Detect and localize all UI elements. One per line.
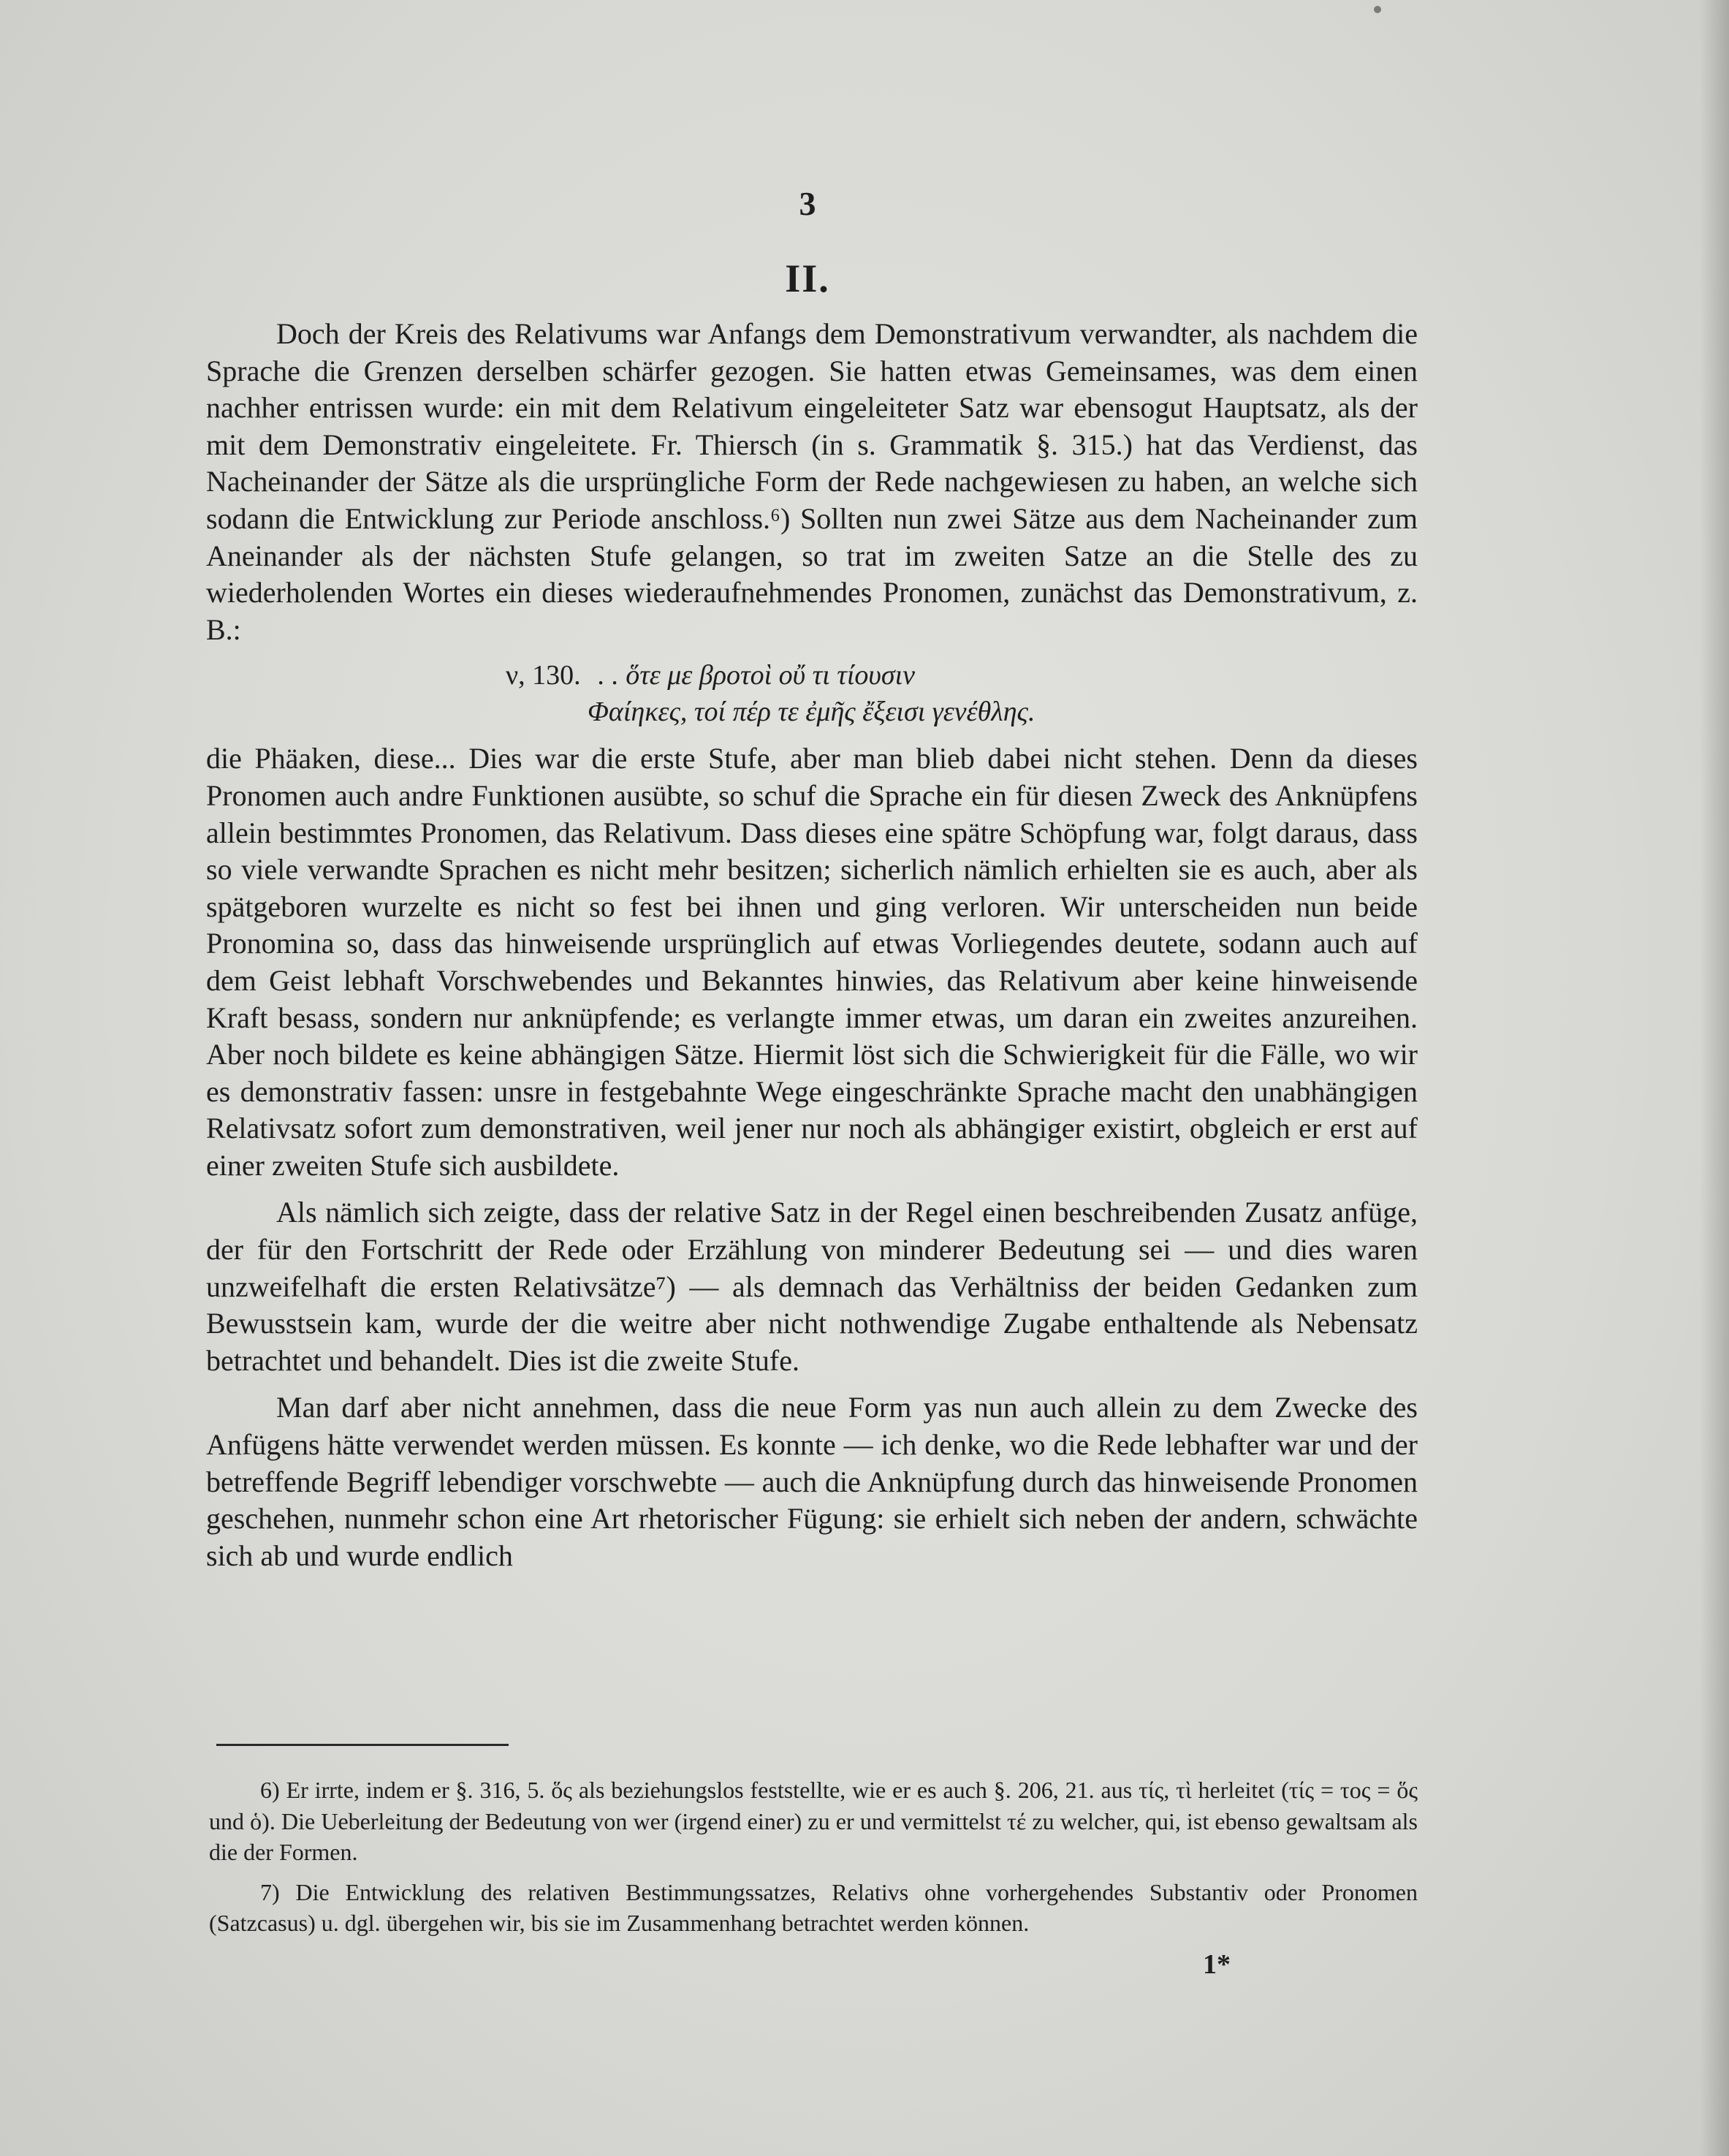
greek-quotation: [206, 657, 1418, 730]
paragraph-1: Doch der Kreis des Relativums war Anfangs dem Demonstrativum verwandter, als nachdem die Sprache die Grenzen derselben schärfer gezogen. Sie hatten etwas Gemeinsames, was dem einen nachher entrissen wurde: ein mit dem Relativum eingeleiteter Satz war ebensogut Hauptsatz, als der mit dem Demonstrativ eingeleitete. Fr. Thiersch (in s. Grammatik §. 315.) hat das Verdienst, das Nacheinander der Sätze als die ursprüngliche Form der Rede nachgewiesen zu haben, an welche sich sodann die Entwicklung zur Periode anschloss.⁶) Sollten nun zwei Sätze aus dem Nacheinander zum Aneinander als der nächsten Stufe gelangen, so trat im zweiten Satze an die Stelle des zu wiederholenden Wortes ein dieses wiederaufnehmendes Pronomen, zunächst das Demonstrativum, z. B.:: [206, 317, 1418, 646]
greek-verse-1: . . ὅτε με βροτοὶ οὔ τι τίουσιν: [598, 660, 915, 691]
signature-mark: 1*: [1203, 1949, 1231, 1980]
footnote-6: 6) Er irrte, indem er §. 316, 5. ὅς als beziehungslos feststellte, wie er es auch §. 206, 21. aus τίς, τὶ herleitet (τίς = τος = ὅς und ὁ). Die Ueberleitung der Bedeutung von wer (irgend einer) zu er und vermittelst τέ zu welcher, qui, ist ebenso gewaltsam als die der Formen.: [209, 1777, 1418, 1865]
scan-speck: [1374, 6, 1381, 13]
paragraph-2: die Phäaken, diese... Dies war die erste Stufe, aber man blieb dabei nicht stehen. Denn da dieses Pronomen auch andre Funktionen ausübte, so schuf die Sprache ein für diesen Zweck des Anknüpfens allein bestimmtes Pronomen, das Relativum. Dass dieses eine spätre Schöpfung war, folgt daraus, dass so viele verwandte Sprachen es nicht mehr besitzen; sicherlich nämlich erhielten sie es auch, aber als spätgeboren wurzelte es nicht so fest bei ihnen und ging verloren. Wir unterscheiden nun beide Pronomina so, dass das hinweisende ursprünglich auf etwas Vorliegendes deutete, sodann auch auf dem Geist lebhaft Vorschwebendes und Bekanntes hinwies, das Relativum aber keine hinweisende Kraft besass, sondern nur anknüpfende; es verlangte immer etwas, um daran ein zweites anzureihen. Aber noch bildete es keine abhängigen Sätze. Hiermit löst sich die Schwierigkeit für die Fälle, wo wir es demonstrativ fassen: unsre in festgebahnte Wege eingeschränkte Sprache macht den unabhängigen Relativsatz sofort zum demonstrativen, weil jener nur noch als abhängiger existirt, obgleich er erst auf einer zweiten Stufe sich ausbildete.: [206, 742, 1418, 1182]
footnotes: [209, 1774, 1418, 1939]
page-edge-shadow: [1700, 0, 1729, 2156]
main-text: [206, 316, 1418, 1574]
greek-verse-2: Φαίηκες, τοί πέρ τε ἐμῆς ἔξεισι γενέθλης.: [588, 696, 1036, 728]
paragraph-3: Als nämlich sich zeigte, dass der relative Satz in der Regel einen beschreibenden Zusatz anfüge, der für den Fortschritt der Rede oder Erzählung von minderer Bedeutung sei — und dies waren unzweifelhaft die ersten Relativsätze⁷) — als demnach das Verhältniss der beiden Gedanken zum Bewusstsein kam, wurde der die weitre aber nicht nothwendige Zugabe enthaltende als Nebensatz betrachtet und behandelt. Dies ist die zweite Stufe.: [206, 1196, 1418, 1377]
page-number: 3: [799, 185, 816, 222]
footnote-7: 7) Die Entwicklung des relativen Bestimmungssatzes, Relativs ohne vorhergehendes Substantiv oder Pronomen (Satzcasus) u. dgl. übergehen wir, bis sie im Zusammenhang betrachtet werden können.: [209, 1878, 1418, 1936]
footnote-rule: [216, 1744, 509, 1746]
section-number: II.: [785, 257, 830, 300]
greek-quotation-line-1: [506, 657, 1418, 694]
paragraph-4: Man darf aber nicht annehmen, dass die neue Form yas nun auch allein zu dem Zwecke des Anfügens hätte verwendet werden müssen. Es konnte — ich denke, wo die Rede lebhafter war und der betreffende Begriff lebendiger vorschwebte — auch die Anknüpfung durch das hinweisende Pronomen geschehen, nunmehr schon eine Art rhetorischer Fügung: sie erhielt sich neben der andern, schwächte sich ab und wurde endlich: [206, 1391, 1418, 1572]
greek-verse-reference: ν, 130.: [506, 660, 581, 691]
